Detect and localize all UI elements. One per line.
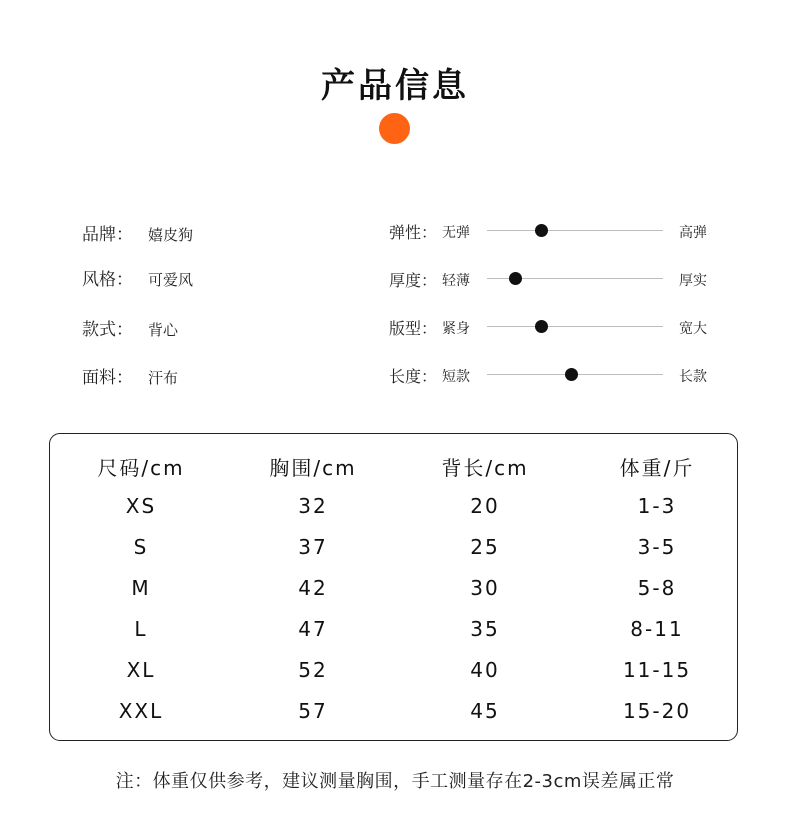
- attribute-value: 可爱风: [148, 271, 194, 289]
- page-title: 产品信息: [321, 66, 469, 106]
- table-cell: 35: [470, 617, 500, 641]
- scale-marker: [535, 320, 548, 333]
- table-row: [50, 617, 739, 647]
- scale-min-label: 紧身: [442, 321, 470, 337]
- table-cell: 30: [470, 576, 500, 600]
- scale-marker: [535, 224, 548, 237]
- table-cell: 45: [470, 699, 500, 723]
- table-row: [50, 658, 739, 688]
- table-cell: 11-15: [622, 658, 692, 682]
- table-header-cell: 尺码/cm: [97, 456, 185, 480]
- table-header-cell: 胸围/cm: [269, 456, 357, 480]
- table-row: [50, 576, 739, 606]
- table-cell: 42: [298, 576, 328, 600]
- table-cell: S: [133, 535, 149, 559]
- scale-label: 长度：: [389, 367, 438, 386]
- table-row: [50, 535, 739, 565]
- scale-max-label: 高弹: [679, 225, 707, 241]
- table-header-row: [50, 452, 739, 482]
- table-row: [50, 699, 739, 729]
- size-table: [49, 433, 738, 741]
- scale-max-label: 厚实: [679, 273, 707, 289]
- attribute-key: 面料：: [82, 368, 133, 388]
- attribute-key: 款式：: [82, 320, 133, 340]
- table-cell: 40: [470, 658, 500, 682]
- table-cell: L: [134, 617, 148, 641]
- table-cell: 25: [470, 535, 500, 559]
- scale-max-label: 宽大: [679, 321, 707, 337]
- table-cell: XXL: [118, 699, 164, 723]
- table-row: [50, 494, 739, 524]
- attribute-value: 汗布: [148, 369, 179, 387]
- attribute-row-style: [82, 265, 193, 291]
- table-cell: XS: [125, 494, 157, 518]
- scale-thickness: [389, 268, 719, 294]
- footnote: 注：体重仅供参考，建议测量胸围，手工测量存在2-3cm误差属正常: [115, 771, 675, 792]
- table-cell: XL: [126, 658, 156, 682]
- scale-label: 厚度：: [389, 271, 438, 290]
- scale-track: [487, 326, 663, 327]
- table-cell: 20: [470, 494, 500, 518]
- scale-min-label: 轻薄: [442, 273, 470, 289]
- table-cell: 57: [298, 699, 328, 723]
- table-cell: 37: [298, 535, 328, 559]
- table-cell: 32: [298, 494, 328, 518]
- scale-label: 弹性：: [389, 223, 438, 242]
- scale-min-label: 短款: [442, 369, 470, 385]
- scale-min-label: 无弹: [442, 225, 470, 241]
- scale-length: [389, 364, 719, 390]
- scale-max-label: 长款: [679, 369, 707, 385]
- scale-label: 版型：: [389, 319, 438, 338]
- attribute-row-type: [82, 315, 178, 341]
- attribute-value: 嬉皮狗: [148, 226, 194, 244]
- attribute-row-brand: [82, 220, 193, 246]
- table-cell: M: [131, 576, 151, 600]
- attribute-key: 品牌：: [82, 225, 133, 245]
- scale-fit: [389, 316, 719, 342]
- attribute-value: 背心: [148, 321, 179, 339]
- table-cell: 1-3: [637, 494, 677, 518]
- table-cell: 8-11: [630, 617, 684, 641]
- table-cell: 5-8: [637, 576, 677, 600]
- table-cell: 3-5: [637, 535, 677, 559]
- scale-marker: [509, 272, 522, 285]
- table-cell: 52: [298, 658, 328, 682]
- attribute-row-fabric: [82, 363, 178, 389]
- table-cell: 47: [298, 617, 328, 641]
- scale-marker: [565, 368, 578, 381]
- scale-track: [487, 230, 663, 231]
- table-cell: 15-20: [622, 699, 692, 723]
- scale-elasticity: [389, 220, 719, 246]
- attribute-key: 风格：: [82, 270, 133, 290]
- table-header-cell: 背长/cm: [441, 456, 529, 480]
- table-header-cell: 体重/斤: [619, 456, 695, 480]
- accent-dot: [379, 113, 410, 144]
